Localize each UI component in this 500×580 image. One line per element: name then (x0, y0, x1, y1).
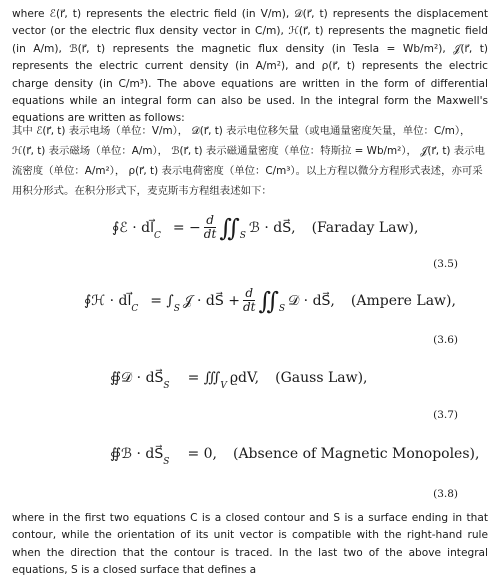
eq2-frac-den: dt (242, 300, 256, 314)
outro-paragraph-english: where in the first two equations C is a closed contour and S is a surface ending in that contour, while the orientation of its unit vector is compatible with the right-hand rule when the direction that the contour is traced. In the last two of the above integral equations, S is a closed surface that defines a (12, 512, 488, 577)
equation-ampere (84, 287, 456, 314)
eq2-rhs-a-sub: S (173, 303, 180, 314)
eq3-lhs-sub: S (163, 381, 170, 391)
eq2-frac-num: d (245, 286, 254, 300)
eq3-rhs: = ∭ (187, 370, 221, 386)
eq1-frac-num: d (206, 213, 214, 227)
eq2-rhs-sub: S (278, 303, 286, 314)
eq3-lhs: ∯𝒟 · dS⃗ (110, 370, 164, 386)
eq1-lhs: ∮ℰ · dl⃗ (112, 219, 154, 236)
eq1-law-name: (Faraday Law), (311, 219, 419, 236)
eq3-number: (3.7) (433, 409, 458, 421)
eq2-rhs-body: 𝒟 · dS⃗, (288, 292, 335, 309)
eq4-rhs: = 0, (187, 446, 217, 462)
eq2-lhs: ∮ℋ · dl⃗ (84, 292, 132, 309)
eq1-rhs-sign: = − (172, 219, 201, 236)
eq1-frac-den: dt (203, 227, 217, 241)
eq3-rhs-body: ϱdV, (229, 370, 260, 386)
eq1-rhs-body: ℬ · dS⃗, (248, 219, 296, 236)
eq4-number: (3.8) (433, 488, 458, 500)
eq2-number: (3.6) (433, 334, 458, 346)
eq3-rhs-sub: V (220, 381, 227, 391)
eq2-fraction (243, 287, 256, 314)
intro-paragraph-chinese: 其中 ℰ(r⃗, t) 表示电场（单位：V/m）， 𝒟(r⃗, t) 表示电位移矢量（或电通量密度矢量，单位：C/m）， ℋ(r⃗, t) 表示磁场（单位：A/m）， ℬ(r⃗, t) 表示磁通量密度（单位：特斯拉 = Wb/m²）， 𝒥(r⃗, t) 表示电流密度（单位：A/m²）， ρ(r⃗, t) 表示电荷密度（单位：C/m³）。以上方程以微分方程形式表述，亦可采用积分形式。在积分形式下，麦克斯韦方程组表述如下： (12, 125, 485, 197)
eq3-law-name: (Gauss Law), (275, 370, 368, 386)
intro-paragraph-english: where ℰ(r⃗, t) represents the electric field (in V/m), 𝒟(r⃗, t) represents the displacement vector (or the electric flux density vector in C/m), ℋ(r⃗, t) represents the magnetic field (in A/m), ℬ(r⃗, t) represents the magnetic flux density (in Tesla = Wb/m²), 𝒥(r⃗, t) represents the electric current density (in A/m²), and ρ(r⃗, t) represents the electric charge density (in C/m³). The above equations are written in the form of differential equations while an integral form can also be used. In the integral form the Maxwell's equations are written as follows: (12, 8, 488, 125)
equation-gauss (110, 370, 368, 391)
eq1-number: (3.5) (433, 258, 458, 270)
eq2-rhs-a-body: 𝒥 · dS⃗ + (182, 292, 240, 309)
eq2-rhs-a: = ∫ (150, 292, 174, 309)
eq4-lhs-sub: S (163, 457, 170, 467)
eq1-fraction (204, 214, 217, 241)
equation-faraday (112, 214, 418, 241)
eq4-law-name: (Absence of Magnetic Monopoles), (232, 446, 480, 462)
eq2-double-integral: ∬ (258, 286, 279, 315)
eq2-law-name: (Ampere Law), (350, 292, 456, 309)
eq1-lhs-sub: C (153, 230, 161, 241)
eq2-lhs-sub: C (131, 303, 139, 314)
eq1-rhs-sub: S (239, 230, 246, 241)
equation-no-monopoles (110, 446, 480, 467)
eq4-lhs: ∯ℬ · dS⃗ (110, 446, 164, 462)
eq1-double-integral: ∬ (219, 213, 240, 242)
